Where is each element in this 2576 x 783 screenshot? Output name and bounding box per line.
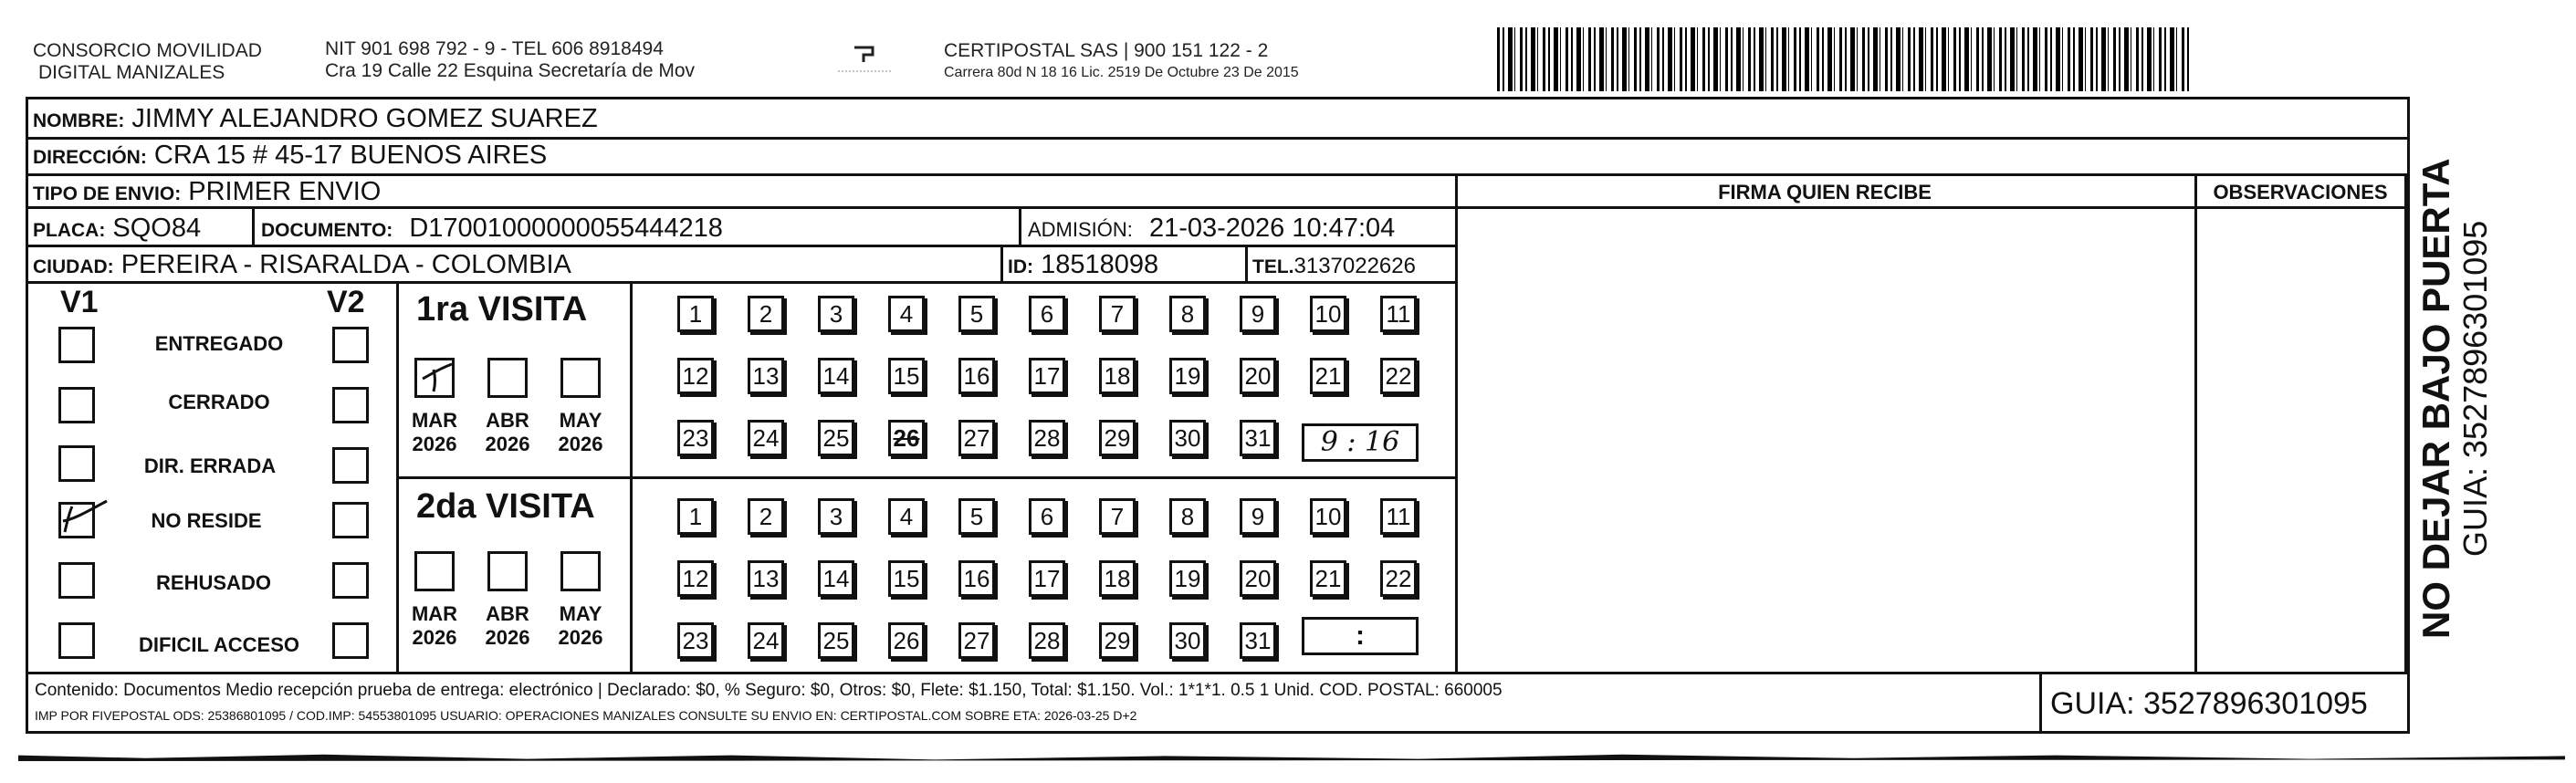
status-rehusado: REHUSADO [156, 571, 271, 594]
month-label: MAY [559, 602, 602, 625]
year-label: 2026 [558, 433, 603, 455]
tipo-envio-label: TIPO DE ENVIO: [33, 183, 182, 204]
visit1-day-11[interactable]: 11 [1380, 296, 1417, 332]
month-label: MAR [411, 409, 458, 432]
visit2-day-15[interactable]: 15 [888, 560, 925, 597]
id-label: ID: [1008, 256, 1033, 277]
admision-label: ADMISIÓN: [1028, 218, 1133, 241]
documento-field [261, 214, 723, 245]
rule [26, 137, 2410, 140]
visit2-day-9[interactable]: 9 [1240, 498, 1276, 535]
visit2-day-30[interactable]: 30 [1169, 622, 1206, 659]
nombre-field [33, 104, 598, 136]
rule [1000, 245, 1003, 281]
admision-field [1028, 214, 1395, 245]
visit2-day-27[interactable]: 27 [958, 622, 995, 659]
visit1-month-may-checkbox[interactable] [560, 358, 601, 398]
nombre-value: JIMMY ALEJANDRO GOMEZ SUAREZ [131, 104, 598, 133]
id-value: 18518098 [1041, 250, 1159, 279]
visit1-day-12[interactable]: 12 [677, 358, 714, 394]
tipo-envio-field [33, 177, 381, 209]
rule [2404, 173, 2407, 672]
checkmark-icon [417, 357, 457, 397]
tel-label: TEL. [1252, 256, 1294, 277]
ciudad-label: CIUDAD: [33, 256, 114, 277]
postal-logo-icon [832, 40, 896, 77]
rule [2194, 173, 2197, 672]
rule [252, 206, 255, 245]
visit2-day-11[interactable]: 11 [1380, 498, 1417, 535]
tear-line [18, 754, 2565, 761]
tipo-envio-value: PRIMER ENVIO [188, 177, 382, 206]
visit2-month-mar-checkbox[interactable] [414, 551, 455, 591]
nombre-label: NOMBRE: [33, 110, 125, 131]
direccion-value: CRA 15 # 45-17 BUENOS AIRES [153, 141, 548, 170]
barcode [1497, 27, 2191, 91]
rule [1245, 245, 1248, 281]
rule [1455, 173, 1458, 672]
id-field [1008, 250, 1158, 282]
visit2-day-10[interactable]: 10 [1310, 498, 1346, 535]
status-dificil-acceso: DIFICIL ACCESO [138, 633, 299, 656]
visit2-month-may-checkbox[interactable] [560, 551, 601, 591]
visit1-title: 1ra VISITA [416, 290, 588, 329]
rule [26, 672, 2410, 674]
visit2-day-17[interactable]: 17 [1029, 560, 1065, 597]
imp-line: IMP POR FIVEPOSTAL ODS: 25386801095 / COD.IMP: 54553801095 USUARIO: OPERACIONES MANIZALES CONSULTE SU ENVIO EN: CERTIPOSTAL.COM SOBRE ETA: 2026-03-25 D+2 [35, 708, 1137, 723]
visit2-day-12[interactable]: 12 [677, 560, 714, 597]
visit2-day-16[interactable]: 16 [958, 560, 995, 597]
visit1-month-may [553, 409, 608, 456]
visit2-title: 2da VISITA [416, 487, 595, 526]
visit2-day-28[interactable]: 28 [1029, 622, 1065, 659]
rule [1019, 206, 1021, 245]
visit1-day-4[interactable]: 4 [888, 296, 925, 332]
guia-box: GUIA: 3527896301095 [2050, 686, 2368, 721]
firma-header: FIRMA QUIEN RECIBE [1718, 181, 1932, 204]
month-label: ABR [486, 602, 529, 625]
v1-dificil-acceso-checkbox[interactable] [58, 622, 95, 659]
signature-area[interactable] [1459, 210, 2193, 670]
year-label: 2026 [485, 433, 530, 455]
month-label: ABR [486, 409, 529, 432]
v1-entregado-checkbox[interactable] [58, 327, 95, 363]
visit1-month-mar [407, 409, 462, 456]
side-guia: GUIA: 3527896301095 [2456, 220, 2494, 557]
visit2-month-abr-checkbox[interactable] [487, 551, 528, 591]
placa-value: SQO84 [112, 214, 202, 243]
documento-label: DOCUMENTO: [261, 220, 393, 241]
visit2-month-abr [480, 602, 535, 650]
visit2-time[interactable]: : [1302, 617, 1419, 655]
visit1-time[interactable]: 9 : 16 [1302, 423, 1419, 462]
status-cerrado: CERRADO [168, 391, 270, 413]
v1-dir-errada-checkbox[interactable] [58, 445, 95, 482]
visit1-day-26[interactable]: 26 [888, 420, 925, 456]
visit2-day-4[interactable]: 4 [888, 498, 925, 535]
visit2-day-13[interactable]: 13 [748, 560, 784, 597]
visit1-day-24[interactable]: 24 [748, 420, 784, 456]
carrier-line-1: CERTIPOSTAL SAS | 900 151 122 - 2 [944, 40, 1269, 61]
rule [1455, 206, 2410, 209]
visit2-day-29[interactable]: 29 [1099, 622, 1136, 659]
visit1-day-2[interactable]: 2 [748, 296, 784, 332]
visit2-day-23[interactable]: 23 [677, 622, 714, 659]
placa-field [33, 214, 201, 245]
observaciones-area[interactable] [2198, 210, 2403, 670]
content-line: Contenido: Documentos Medio recepción prueba de entrega: electrónico | Declarado: $0, % Seguro: $0, Otros: $0, Flete: $1.150, Total: $1.150. Vol.: 1*1*1. 0.5 1 Unid. COD. POSTAL: 660005 [35, 681, 1503, 700]
year-label: 2026 [412, 433, 457, 455]
year-label: 2026 [558, 626, 603, 649]
visit1-day-3[interactable]: 3 [818, 296, 854, 332]
visit1-day-29[interactable]: 29 [1099, 420, 1136, 456]
company-name [33, 40, 262, 84]
visit1-day-9[interactable]: 9 [1240, 296, 1276, 332]
v2-rehusado-checkbox[interactable] [332, 562, 369, 599]
visit2-month-mar [407, 602, 462, 650]
tel-field [1252, 252, 1416, 282]
visit1-day-20[interactable]: 20 [1240, 358, 1276, 394]
visit1-day-25[interactable]: 25 [818, 420, 854, 456]
visit1-day-17[interactable]: 17 [1029, 358, 1065, 394]
visit1-day-18[interactable]: 18 [1099, 358, 1136, 394]
carrier-info [944, 40, 1299, 84]
rule [398, 476, 1455, 479]
admision-value: 21-03-2026 10:47:04 [1148, 214, 1396, 243]
visit1-day-22[interactable]: 22 [1380, 358, 1417, 394]
visit2-day-6[interactable]: 6 [1029, 498, 1065, 535]
visit1-day-31[interactable]: 31 [1240, 420, 1276, 456]
company-line-2: DIGITAL MANIZALES [38, 62, 225, 83]
company-contact [325, 38, 695, 82]
visit2-day-3[interactable]: 3 [818, 498, 854, 535]
visit1-day-28[interactable]: 28 [1029, 420, 1065, 456]
status-dir-errada: DIR. ERRADA [143, 454, 277, 477]
visit2-day-2[interactable]: 2 [748, 498, 784, 535]
visit2-day-18[interactable]: 18 [1099, 560, 1136, 597]
visit2-day-20[interactable]: 20 [1240, 560, 1276, 597]
carrier-line-2: Carrera 80d N 18 16 Lic. 2519 De Octubre 23 De 2015 [944, 65, 1299, 80]
visit1-day-13[interactable]: 13 [748, 358, 784, 394]
ciudad-value: PEREIRA - RISARALDA - COLOMBIA [120, 250, 571, 279]
month-label: MAY [559, 409, 602, 432]
visit2-day-22[interactable]: 22 [1380, 560, 1417, 597]
observaciones-header: OBSERVACIONES [2213, 181, 2388, 204]
visit1-day-7[interactable]: 7 [1099, 296, 1136, 332]
visit2-day-21[interactable]: 21 [1310, 560, 1346, 597]
visit1-day-16[interactable]: 16 [958, 358, 995, 394]
no-dejar-warning: NO DEJAR BAJO PUERTA [2414, 158, 2457, 639]
visit1-day-10[interactable]: 10 [1310, 296, 1346, 332]
v2-dir-errada-checkbox[interactable] [332, 447, 369, 484]
visit1-day-27[interactable]: 27 [958, 420, 995, 456]
rule [396, 281, 399, 672]
tel-value: 3137022626 [1293, 254, 1416, 278]
visit2-day-5[interactable]: 5 [958, 498, 995, 535]
visit1-day-30[interactable]: 30 [1169, 420, 1206, 456]
visit1-month-abr [480, 409, 535, 456]
v2-dificil-acceso-checkbox[interactable] [332, 622, 369, 659]
status-entregado: ENTREGADO [154, 332, 284, 355]
v1-label: V1 [60, 285, 99, 319]
visit1-day-21[interactable]: 21 [1310, 358, 1346, 394]
ciudad-field [33, 250, 571, 282]
visit2-day-19[interactable]: 19 [1169, 560, 1206, 597]
company-line-1: CONSORCIO MOVILIDAD [33, 40, 262, 61]
direccion-label: DIRECCIÓN: [33, 147, 147, 168]
visit1-day-19[interactable]: 19 [1169, 358, 1206, 394]
rule [26, 173, 2410, 176]
visit1-day-8[interactable]: 8 [1169, 296, 1206, 332]
visit2-day-24[interactable]: 24 [748, 622, 784, 659]
visit1-day-5[interactable]: 5 [958, 296, 995, 332]
visit1-day-14[interactable]: 14 [818, 358, 854, 394]
visit1-day-15[interactable]: 15 [888, 358, 925, 394]
placa-label: PLACA: [33, 220, 106, 241]
v2-cerrado-checkbox[interactable] [332, 387, 369, 423]
rule [630, 281, 633, 672]
visit1-day-6[interactable]: 6 [1029, 296, 1065, 332]
year-label: 2026 [412, 626, 457, 649]
visit2-day-14[interactable]: 14 [818, 560, 854, 597]
visit1-month-abr-checkbox[interactable] [487, 358, 528, 398]
documento-value: D17001000000055444218 [409, 214, 723, 243]
direccion-field [33, 141, 547, 172]
visit2-day-7[interactable]: 7 [1099, 498, 1136, 535]
month-label: MAR [411, 602, 458, 625]
visit2-day-31[interactable]: 31 [1240, 622, 1276, 659]
v2-entregado-checkbox[interactable] [332, 327, 369, 363]
year-label: 2026 [485, 626, 530, 649]
address-line: Cra 19 Calle 22 Esquina Secretaría de Mov [325, 60, 696, 81]
visit2-day-25[interactable]: 25 [818, 622, 854, 659]
v1-cerrado-checkbox[interactable] [58, 387, 95, 423]
v2-no-reside-checkbox[interactable] [332, 502, 369, 538]
rule [2039, 672, 2042, 734]
visit2-day-26[interactable]: 26 [888, 622, 925, 659]
v1-rehusado-checkbox[interactable] [58, 562, 95, 599]
visit2-day-1[interactable]: 1 [677, 498, 714, 535]
visit1-day-1[interactable]: 1 [677, 296, 714, 332]
visit1-day-23[interactable]: 23 [677, 420, 714, 456]
status-no-reside: NO RESIDE [151, 509, 262, 532]
visit2-month-may [553, 602, 608, 650]
nit-line: NIT 901 698 792 - 9 - TEL 606 8918494 [325, 38, 664, 59]
v2-label: V2 [327, 285, 365, 319]
visit2-day-8[interactable]: 8 [1169, 498, 1206, 535]
visit1-month-mar-checkbox[interactable] [414, 358, 455, 398]
rule [26, 245, 1455, 247]
